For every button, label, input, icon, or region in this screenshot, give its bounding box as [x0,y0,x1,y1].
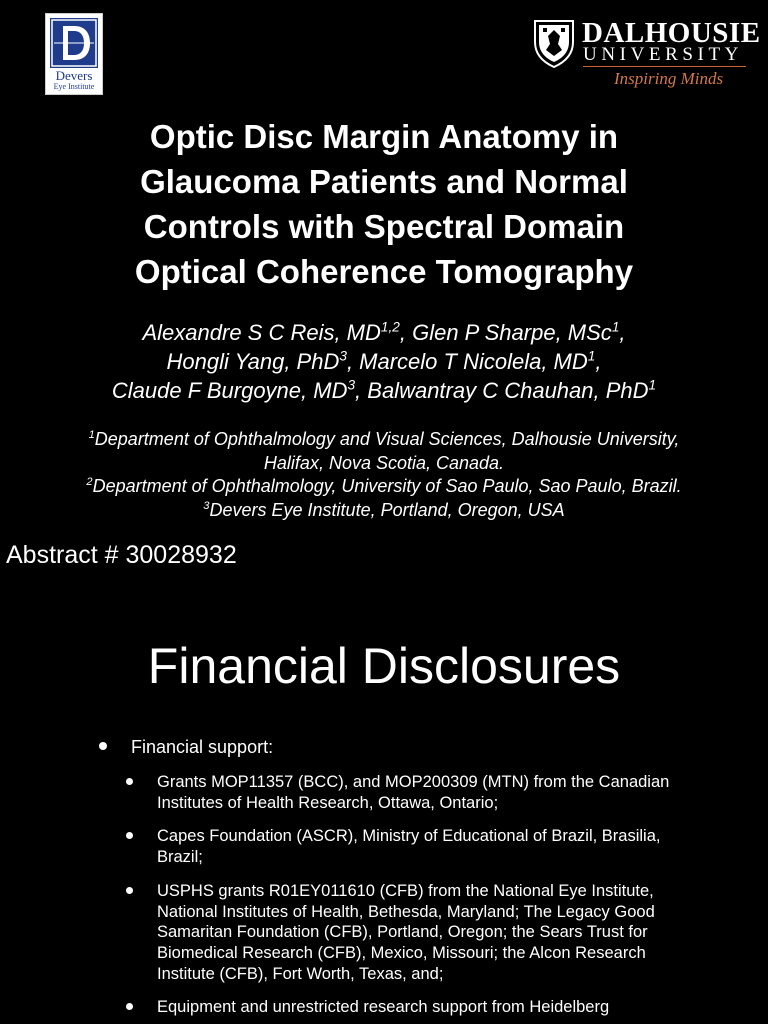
author-separator: , [595,349,602,374]
dalhousie-tagline: Inspiring Minds [614,69,724,88]
slide-title: Financial Disclosures [147,638,621,694]
sub-bullet-list [157,772,697,1024]
presentation-title [40,114,728,294]
sub-bullet-item [157,997,697,1018]
affiliation-mark: 2 [86,476,93,488]
dalhousie-rule [583,66,746,67]
affiliation-text: Devers Eye Institute, Portland, Oregon, USA [209,499,565,520]
bullet-dot-icon [126,1003,133,1010]
sub-bullet-text: Grants MOP11357 (BCC), and MOP200309 (MTN) from the Canadian Institutes of Health Research, Ottawa, Ontario; [157,773,670,812]
sub-bullet-item [157,881,697,985]
affiliation-mark: 3 [203,499,210,512]
author-name: , Balwantray C Chauhan, PhD [355,378,649,403]
affiliation-text: Department of Ophthalmology, University of Sao Paulo, Sao Paulo, Brazil. [92,476,682,496]
bullet-dot-icon [126,887,133,894]
author-list [40,318,728,405]
author-name: Alexandre S C Reis, MD [142,320,381,345]
sub-bullet-text: USPHS grants R01EY011610 (CFB) from the National Eye Institute, National Institutes of Health, Bethesda, Maryland; The Legacy Good Samaritan Foundation (CFB), Portland, Oregon; the Sears Trust for Biomedical Research (CFB), Mexico, Missouri; the Alcon Research Institute (CFB), Fort Worth, Texas, and; [157,881,655,983]
sub-bullet-text: Capes Foundation (ASCR), Ministry of Educational of Brazil, Brasilia, Brazil; [157,827,661,867]
affiliation-3 [60,499,708,523]
author-affiliation-mark: 1 [648,377,657,393]
affiliation-2 [60,475,708,499]
affiliation-list [60,428,708,522]
title-line: Glaucoma Patients and Normal [140,163,628,200]
devers-eye-institute-logo [45,13,103,95]
bullet-financial-support: Financial support: [131,737,274,757]
devers-d-emblem [50,18,98,68]
author-name: , Glen P Sharpe, MSc [399,320,612,345]
dalhousie-university-logo [532,17,761,92]
sub-bullet-item [157,826,697,867]
title-line: Controls with Spectral Domain [143,208,625,245]
abstract-number: Abstract # 30028932 [6,541,237,569]
bullet-dot-icon [99,742,107,750]
financial-disclosures-slide [0,576,768,1024]
author-separator: , [619,320,626,345]
dalhousie-wordmark: DALHOUSIE [582,17,761,49]
title-line: Optical Coherence Tomography [134,253,634,290]
bullet-dot-icon [126,778,133,785]
dalhousie-university-text: UNIVERSITY [583,44,743,65]
sub-bullet-item [157,772,697,813]
sub-bullet-text: Equipment and unrestricted research support from Heidelberg [157,998,610,1017]
author-name: Claude F Burgoyne, MD [111,378,348,403]
affiliation-mark: 1 [88,429,95,441]
author-name: , Marcelo T Nicolela, MD [346,349,588,374]
author-name: Hongli Yang, PhD [166,349,340,374]
affiliation-1 [60,428,708,475]
author-affiliation-mark: 3 [339,348,347,364]
dalhousie-crest-icon [532,18,576,68]
bullet-dot-icon [126,832,133,839]
devers-logo-subtitle: Eye Institute [53,82,95,91]
title-line: Optic Disc Margin Anatomy in [149,118,619,155]
devers-logo-name: Devers [55,68,93,83]
author-affiliation-mark: 1,2 [380,319,400,335]
author-affiliation-mark: 1 [611,319,620,335]
affiliation-text: Department of Ophthalmology and Visual Sciences, Dalhousie University, Halifax, Nova Scotia, Canada. [94,429,680,473]
author-affiliation-mark: 1 [587,348,596,364]
author-affiliation-mark: 3 [347,377,356,393]
